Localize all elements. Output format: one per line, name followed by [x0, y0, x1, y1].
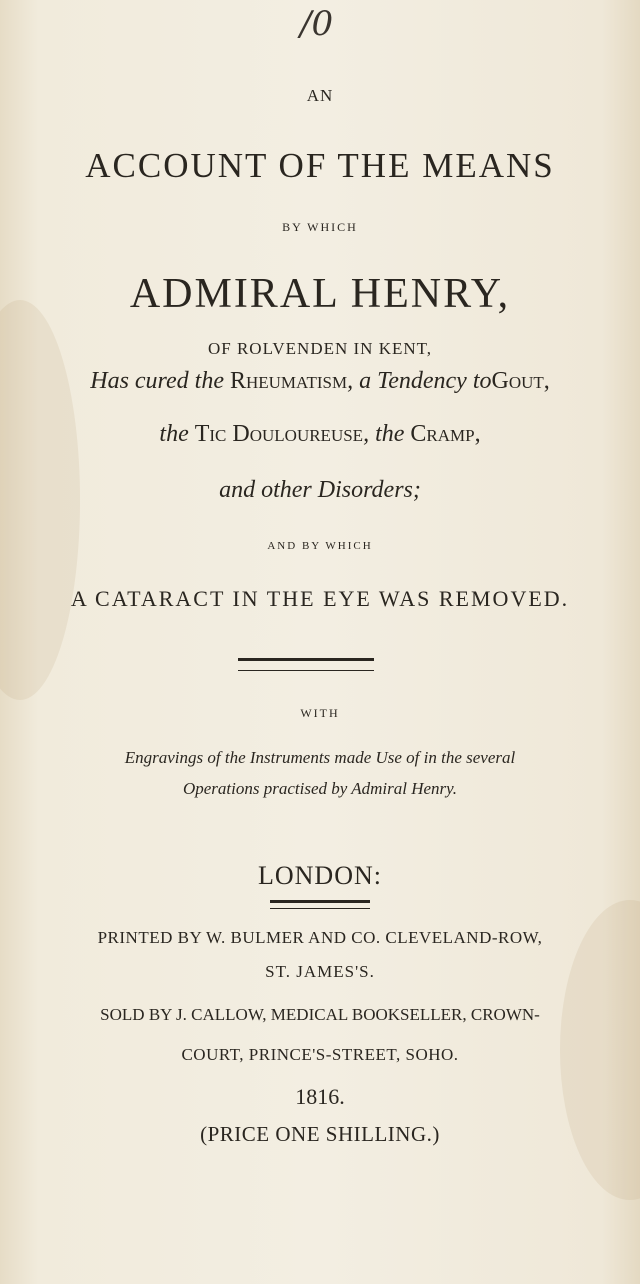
- cured-line-3: [0, 477, 640, 504]
- imprint-price: (PRICE ONE SHILLING.): [200, 1122, 440, 1146]
- imprint-printed-line-2: ST. JAMES'S.: [265, 962, 375, 981]
- engravings-line-2: Operations practised by Admiral Henry.: [182, 779, 458, 798]
- cured-gout: Gout: [491, 368, 544, 394]
- cured-line-1: [0, 368, 640, 395]
- cured-tic-douloureuse: Tic Douloureuse: [194, 421, 364, 447]
- manuscript-mark: /0: [300, 4, 334, 44]
- cured-text: , the: [363, 421, 405, 447]
- engravings-line-1: Engravings of the Instruments made Use of in the several: [124, 748, 516, 767]
- cured-disorders: and other Disorders;: [219, 477, 421, 503]
- imprint-sold-line-1: SOLD BY J. CALLOW, MEDICAL BOOKSELLER, CROWN-: [100, 1005, 540, 1024]
- imprint-year: 1816.: [295, 1084, 345, 1109]
- cataract-line: A CATARACT IN THE EYE WAS REMOVED.: [70, 586, 570, 611]
- with-label: WITH: [300, 706, 340, 720]
- cured-text: Has cured the: [90, 368, 224, 394]
- cured-text: , a Tendency to: [347, 368, 492, 394]
- title-admiral-henry: ADMIRAL HENRY,: [129, 271, 511, 317]
- cured-line-2: [0, 421, 640, 448]
- cured-comma: ,: [543, 368, 550, 394]
- decorative-rule: [270, 900, 370, 909]
- title-an: AN: [306, 86, 334, 105]
- cured-cramp: Cramp: [410, 421, 475, 447]
- decorative-rule: [238, 658, 374, 671]
- cured-text: the: [159, 421, 189, 447]
- title-rolvenden: OF ROLVENDEN IN KENT,: [207, 339, 433, 358]
- title-by-which: BY WHICH: [282, 220, 358, 234]
- imprint-printed-line-1: PRINTED BY W. BULMER AND CO. CLEVELAND-ROW,: [97, 928, 543, 947]
- title-account: ACCOUNT OF THE MEANS: [85, 146, 555, 185]
- imprint-london: LONDON:: [258, 861, 382, 890]
- cured-rheumatism: Rheumatism: [229, 368, 348, 394]
- cured-comma: ,: [474, 421, 481, 447]
- and-by-which: AND BY WHICH: [267, 540, 373, 552]
- imprint-sold-line-2: COURT, PRINCE'S-STREET, SOHO.: [181, 1045, 459, 1064]
